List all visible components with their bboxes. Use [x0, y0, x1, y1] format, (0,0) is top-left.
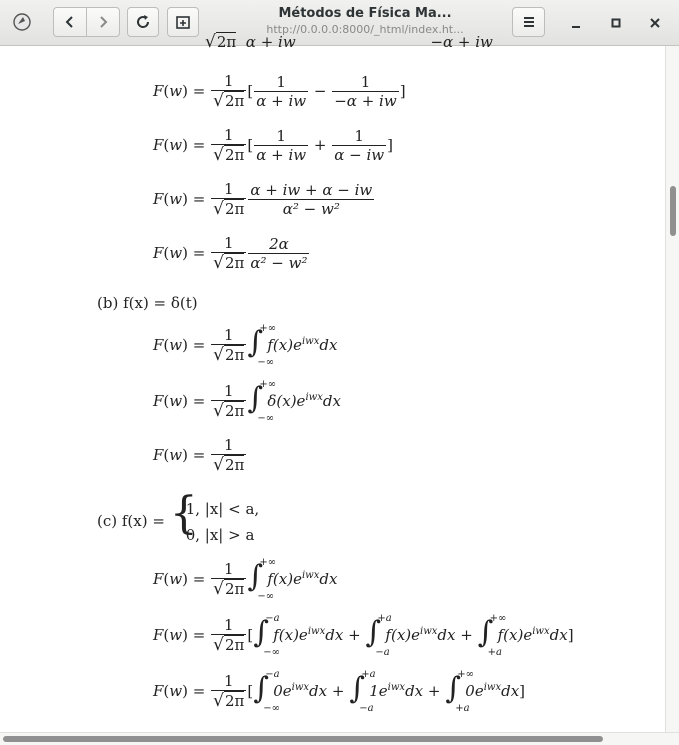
minimize-icon	[570, 17, 582, 29]
equation-4: F(w) = $\frac{1}{√2\pi}$ $\frac{2\alpha}{\text{α² − w²}}$	[153, 234, 308, 273]
equation-3: F(w) = $\frac{1}{√2\pi}$ $\frac{\alpha + iw + \alpha - iw}{\text{α² − w²}}$	[153, 180, 373, 219]
part-b-label: (b) f(x) = δ(t)	[97, 294, 198, 312]
window-url: http://0.0.0.0:8000/_html/index.ht...	[266, 23, 464, 36]
close-icon	[649, 17, 661, 29]
integral-sign: ∫ +∞ −∞	[247, 379, 277, 424]
forward-button[interactable]	[86, 7, 120, 37]
window-title-block	[220, 6, 510, 36]
equation-b3: F(w) = $\frac{1}{√2\pi}$	[153, 436, 245, 475]
new-tab-button[interactable]	[167, 7, 199, 37]
hamburger-menu-icon	[522, 15, 536, 29]
integral-sign: ∫ −a −∞	[253, 669, 280, 714]
new-tab-icon	[175, 14, 191, 30]
maximize-button[interactable]	[603, 10, 629, 36]
window-title: Métodos de Física Ma...	[278, 6, 452, 21]
equation-b2: F(w) = $\frac{1}{√2\pi}$ ∫ +∞ −∞ $\delta(x)e^{iwx}dx$	[153, 379, 341, 424]
integral-sign: ∫ +a −a	[349, 669, 376, 714]
back-button[interactable]	[53, 7, 87, 37]
reload-button[interactable]	[127, 7, 159, 37]
reload-icon	[135, 14, 151, 30]
integral-sign: ∫ +∞ −∞	[247, 323, 277, 368]
globe-icon	[6, 7, 38, 37]
integral-sign: ∫ +∞ +a	[445, 669, 474, 714]
part-c-definition: (c) f(x) = { 1, |x| < a, 0, |x| > a	[97, 496, 259, 548]
integral-sign: ∫ +a −a	[365, 613, 392, 658]
equation-c1: F(w) = $\frac{1}{√2\pi}$ ∫ +∞ −∞ $f(x)e^{iwx}dx$	[153, 557, 338, 602]
page-content	[0, 32, 665, 732]
horizontal-scroll-thumb[interactable]	[3, 736, 603, 742]
equation-partial-top: √2π α + iw −α + iw	[205, 32, 493, 52]
chevron-left-icon	[64, 15, 76, 29]
equation-2: F(w) = $\frac{1}{√2\pi}$ [ $\frac{1}{\alpha + iw}$ + $\frac{1}{\alpha - iw}$ ]	[153, 126, 393, 165]
equation-c3: F(w) = $\frac{1}{√2\pi}$ [ ∫ −a −∞ $0e^{iwx}dx$ + ∫ +a −a $1e^{iwx}dx$ + ∫ +∞ +a $0e^{iwx}dx$]	[153, 669, 526, 714]
equation-c2: F(w) = $\frac{1}{√2\pi}$ [ ∫ −a −∞ $f(x)e^{iwx}dx$ + ∫ +a −a $f(x)e^{iwx}dx$ + ∫ +∞ +a $f(x)e^{iwx}dx$]	[153, 613, 574, 658]
close-button[interactable]	[642, 10, 668, 36]
maximize-icon	[610, 17, 622, 29]
cases-brace: { 1, |x| < a, 0, |x| > a	[169, 488, 260, 544]
vertical-scrollbar[interactable]	[665, 46, 679, 732]
minimize-button[interactable]	[563, 10, 589, 36]
integral-sign: ∫ +∞ −∞	[247, 557, 277, 602]
vertical-scroll-thumb[interactable]	[670, 186, 676, 236]
horizontal-scrollbar[interactable]	[0, 732, 679, 745]
equation-b1: F(w) = $\frac{1}{√2\pi}$ ∫ +∞ −∞ $f(x)e^{iwx}dx$	[153, 323, 338, 368]
menu-button[interactable]	[512, 7, 545, 37]
integral-sign: ∫ +∞ +a	[477, 613, 507, 658]
chevron-right-icon	[97, 15, 109, 29]
equation-1: F(w) = $\frac{1}{√2\pi}$ [ $\frac{1}{\alpha + iw}$ − $\frac{1}{-\alpha + iw}$ ]	[153, 72, 406, 111]
integral-sign: ∫ −a −∞	[253, 613, 280, 658]
